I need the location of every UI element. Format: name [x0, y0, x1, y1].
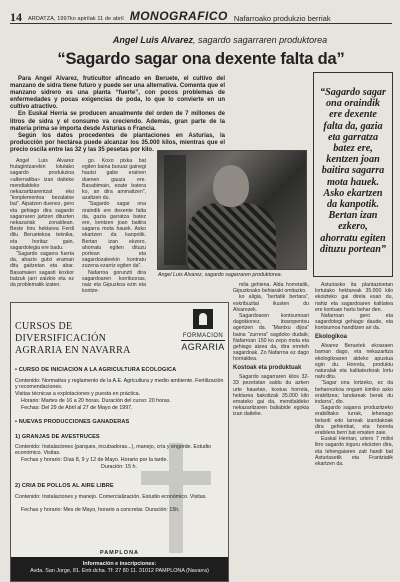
body-paragraph: Sagardoaren kontsumoari dagokionez, itxaropentsu agertzen da. “Mantxu dijoa” baina “zurrera” sagdoko dudaik; Nafarroan 150 ko zepo mota eta gehiago atzea da, dira erreteh sagardoak. Zo Nafarroa ez dago horrialdea.: [233, 313, 309, 363]
kicker-role: , sagardo sagarraren produktorea: [193, 35, 328, 45]
photo-caption: Angel Luis Alvarez, sagardo sagarraren produktorea.: [158, 272, 283, 278]
logo-text-bottom: AGRARIA: [181, 342, 225, 352]
kicker-name: Angel Luis Alvarez: [112, 35, 194, 45]
lead-paragraph: En Euskal Herria se producen anualmente del orden de 7 millones de litros de sidra y el consumo va creciendo. Además, gran parte de la materia prima se importa desde Asturias o Francia.: [10, 111, 225, 132]
lead-paragraph: Para Angel Alvarez, fruticultor afincado en Beruete, el cultivo del manzano de sidra tiene futuro y puede ser una alternativa. Comenta que el manzano sidrero es una planta “fuerte”, con pocos problemas de enfermedades y pocas exigencias de poda, lo que lo convierte en un cultivo atractivo.: [10, 76, 225, 111]
body-paragraph: Nafarroan gero eta sagardotegi gehiago daude, eta kontsumoa handitzen ari da.: [315, 313, 393, 332]
course-2b-detail: Fechas y horario: Mes de Mayo, horario a concretar. Duración: 15h.: [21, 507, 180, 513]
page-number: 14: [10, 10, 22, 24]
course-2b-detail: Contenido: Instalaciones y manejo. Comercialización. Estudio económico. Visitas.: [15, 494, 207, 500]
course-2-heading: • NUEVAS PRODUCCIONES GANADERAS: [15, 419, 130, 425]
body-paragraph: Nafarroa gorunzti dira sagardoaren korrituonas, naiz eta Gipuzkoa ezin eta kontze-: [82, 269, 146, 295]
contact-address: Avda. San Jorge, 81. Entr.dcha. Tf: 27 80 11. 31012 PAMPLONA (Navarra): [30, 568, 209, 574]
body-paragraph: go. Koxo pixka bat egiten baina buruaz gainegi hautsi gabe erainen duenen gauza ere. Basabimain, ezate batera ko, an dira ammaitzen”, azaltzen du.: [82, 158, 146, 202]
contact-title: Información e inscripciones:: [82, 561, 157, 567]
course-2a-detail: Duración: 15 h.: [101, 464, 137, 470]
course-1-heading: • CURSO DE INICIACION A LA AGRICULTURA ECOLOGICA: [15, 367, 177, 373]
section-title: MONOGRAFICO: [129, 9, 228, 23]
ad-title-line: CURSOS DE DIVERSIFICACIÓN: [15, 321, 107, 344]
logo-mark-icon: [193, 309, 213, 329]
course-1-detail: Contenido: Normativa y reglamento de la A.E. Agricultura y medio ambiente. Fertilización y recomendaciones.: [15, 378, 224, 391]
body-paragraph: Alvarez Beruetek ekoaraen baman dago, eta nekazaritza ekologikoaren aldeko apustua egin du. Horrela, produktu naturalak eta kalitatezkoak lortu nahi ditu.: [315, 343, 393, 381]
ad-contact-footer: [11, 557, 228, 581]
course-2a-detail: Contenido: Instalaciones (parques, incubadoras...), manejo, cría y engorde. Estudio económico. Visitas.: [15, 444, 212, 457]
ad-title-line: AGRARIA EN NAVARRA: [15, 345, 131, 356]
body-paragraph: Sagardo sagarra produzitzeko erabilitako lurrak, lehenago belardi edo larreak izandakoak dira gehienbat, eta horrela erabilera berri bat ematen zaie.: [315, 405, 393, 437]
portrait-photo: [157, 150, 307, 270]
body-column-4: [315, 282, 393, 467]
body-paragraph: mila gehiena. Alda horretatik, Gipuzkoako behiaraki omitazko.: [233, 282, 309, 295]
lead-paragraph: Según los datos procedentes de plantaciones en Asturias, la producción por hectárea puede alcanzar los 35.000 kilos, mientras que el precio oscila entre las 32 y las 35 pesetas por kilo.: [10, 132, 225, 153]
body-column-2: [82, 158, 146, 294]
section-subheading: Ekologikoa: [315, 333, 348, 340]
course-1-detail: Visitas técnicas a explotaciones y puesta en práctica.: [15, 391, 141, 397]
body-paragraph: “Sagardo sagarra fuerta da, ahazio gutxi eraman ditu gaitzetan eta abar. Basamaien sagasti koxkor batzuk jarri zaizkio eta ez da problematik izaten.: [10, 251, 74, 289]
article-kicker: [80, 35, 360, 45]
photo-figure-head: [213, 165, 249, 207]
formacion-agraria-logo: [181, 309, 225, 355]
body-paragraph: Asturiasko ita plantazioetan lortutako hektareak 35.000 kilo ekoizteko gai direla esan du, nahiz eta sagardoaren kalitatea ere kontuan hartu behar den.: [315, 282, 393, 313]
ad-title: [15, 321, 165, 357]
body-paragraph: Sagardo sagarraren kilos 32-33 pezetatan saldu du azken urte hauetan, kostua horrela, hektarea bakoitzak 35.000 kilo emateko gai da, mendialdeko nekazaritzaren baliabide egokia izan daiteke.: [233, 374, 309, 418]
body-paragraph: “Sagardo sagar ona oraindik ere dexente falta da, gazia garratza batez ere, kentzen joan baitira sagarra mota hauek. Asko ekartzen da kanpotik. Bertan izan ekzero, ahorratu egiten dituzu portean eta sagardozaleekin kontratu zuzena ezarriz egiten da”.: [82, 201, 146, 270]
body-column-1: [10, 158, 74, 288]
photo-figure-body: [188, 203, 276, 270]
ad-location: PAMPLONA: [99, 550, 140, 556]
issue-date: ARDATZA, 1997ko apirilak 11 de abril: [28, 16, 124, 22]
article-lead: [10, 76, 225, 154]
course-advertisement: [10, 302, 229, 582]
section-subtitle: Nafarroako produkzio berriak: [233, 14, 331, 23]
body-paragraph: ko aligia, “bertatik bertara”, eskribuzitai ikusten du Alvarezek.: [233, 294, 309, 313]
section-subheading: Kostoak eta produktuak: [233, 364, 302, 371]
course-2b-heading: 2) CRIA DE POLLOS AL AIRE LIBRE: [15, 483, 114, 489]
article-headline: “Sagardo sagar ona dexente falta da”: [57, 50, 345, 68]
body-paragraph: “Sagar ona lortzeko, ez da beharrezkoa ongarri kimiko asko erabiltzea; landareak berak du indarra”, dio.: [315, 380, 393, 406]
body-paragraph: Angel Luis Alvarez frutagintzarekin lotutako sagardo produkzioa «alternatiba» izan daiteke mendialdeko nekazaritzarentzat eko “konplementoa bezalatxe bai”. Aipatzen duenez, gero eta gehiago dira sagardo sagarraren jartzen dituzten nekazariak zonaldean. Beste hiru hektarea Ferdi dilu Beruetekoa teknika, eta horitaz gain, sagardotegia ere badu.: [10, 158, 74, 251]
body-column-3: [233, 282, 309, 418]
page-header: [10, 8, 392, 24]
course-1-detail: Horario: Martes de 16 a 20 horas. Duración del curso: 20 horas.: [21, 398, 171, 404]
photo-background-tree: [164, 155, 186, 265]
pull-quote: “Sagardo sagar ona oraindik ere dexente falta da, gazia eta garratza batez ere, kentzen joan baitira sagarra mota hauek. Asko ekartzen da kanpotik. Bertan izan ezkero, ahorratu egiten dituzu portean”: [313, 72, 393, 277]
course-1-detail: Fechas: Del 29 de Abril al 27 de Mayo de 1997.: [21, 405, 133, 411]
course-2a-heading: 1) GRANJAS DE AVESTRUCES: [15, 434, 100, 440]
body-paragraph: Euskal Herrian, urtero 7 milioi litro sagardo inguru ekoizten dira, eta lehengaiaren zati handi bat Asturiasetik eta Frantziatik ekartzen da.: [315, 436, 393, 468]
course-2a-detail: Fechas y horario: Días 8, 9 y 12 de Mayo. Horario por la tarde.: [21, 457, 168, 463]
logo-text-top: FORMACION: [182, 333, 224, 339]
